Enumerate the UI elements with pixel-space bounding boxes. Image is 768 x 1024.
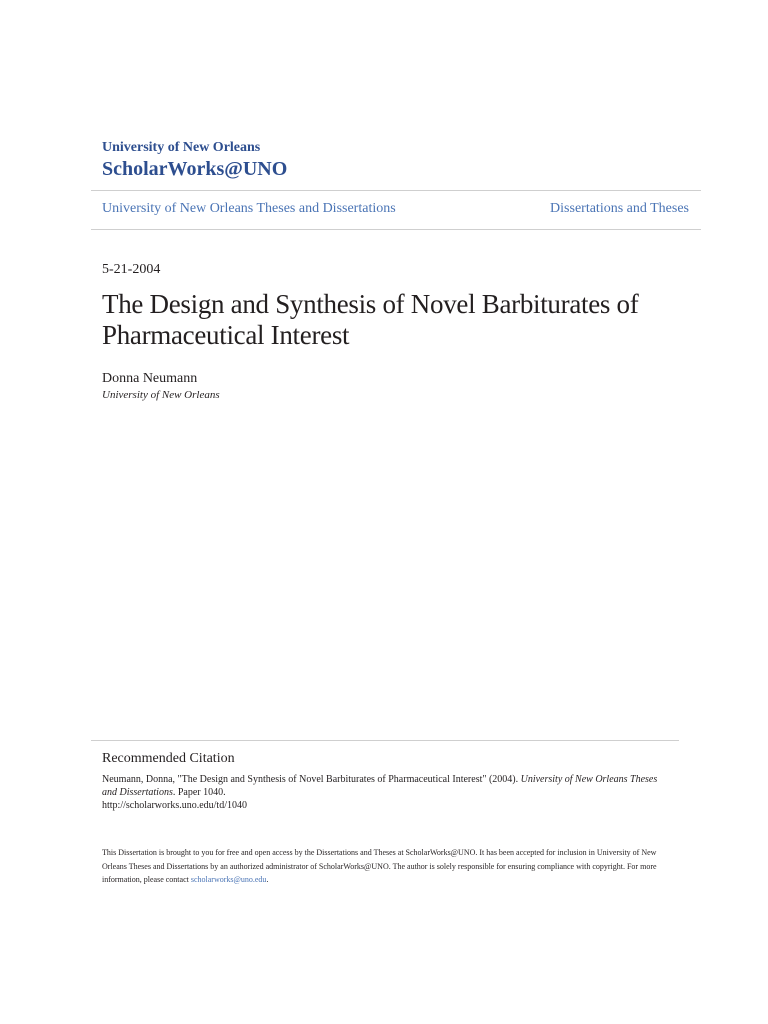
notice-end: .: [266, 875, 269, 884]
citation-paper: . Paper 1040.: [172, 787, 226, 798]
theses-collection-link[interactable]: University of New Orleans Theses and Dissertations: [102, 201, 396, 216]
dissertations-collection-link[interactable]: Dissertations and Theses: [550, 201, 689, 216]
access-notice: [102, 846, 682, 887]
university-name: University of New Orleans: [102, 140, 261, 155]
publication-date: 5-21-2004: [102, 262, 161, 277]
divider-bottom: [91, 229, 701, 230]
citation-text: [102, 773, 672, 812]
repository-name[interactable]: ScholarWorks@UNO: [102, 158, 288, 180]
author-affiliation: University of New Orleans: [102, 389, 220, 401]
citation-url[interactable]: http://scholarworks.uno.edu/td/1040: [102, 800, 247, 811]
citation-heading: Recommended Citation: [102, 751, 235, 766]
contact-email-link[interactable]: scholarworks@uno.edu: [190, 875, 267, 884]
author-name: Donna Neumann: [102, 371, 198, 386]
citation-main: Neumann, Donna, "The Design and Synthesis of Novel Barbiturates of Pharmaceutical Interest" (2004).: [102, 774, 519, 785]
divider-top: [91, 190, 701, 191]
document-title: The Design and Synthesis of Novel Barbiturates of Pharmaceutical Interest: [102, 289, 639, 350]
divider-citation: [91, 740, 679, 741]
collection-nav: [102, 201, 689, 217]
repository-header: [102, 140, 287, 181]
citation-series: University of New Orleans Theses and Dissertations: [102, 774, 658, 798]
notice-text: This Dissertation is brought to you for free and open access by the Dissertations and Theses at ScholarWorks@UNO. It has been accepted for inclusion in University of New Orleans Theses and Dissertations by an authorized administrator of ScholarWorks@UNO. The author is solely responsible for ensuring compliance with copyright. For more information, please contact: [102, 848, 657, 884]
